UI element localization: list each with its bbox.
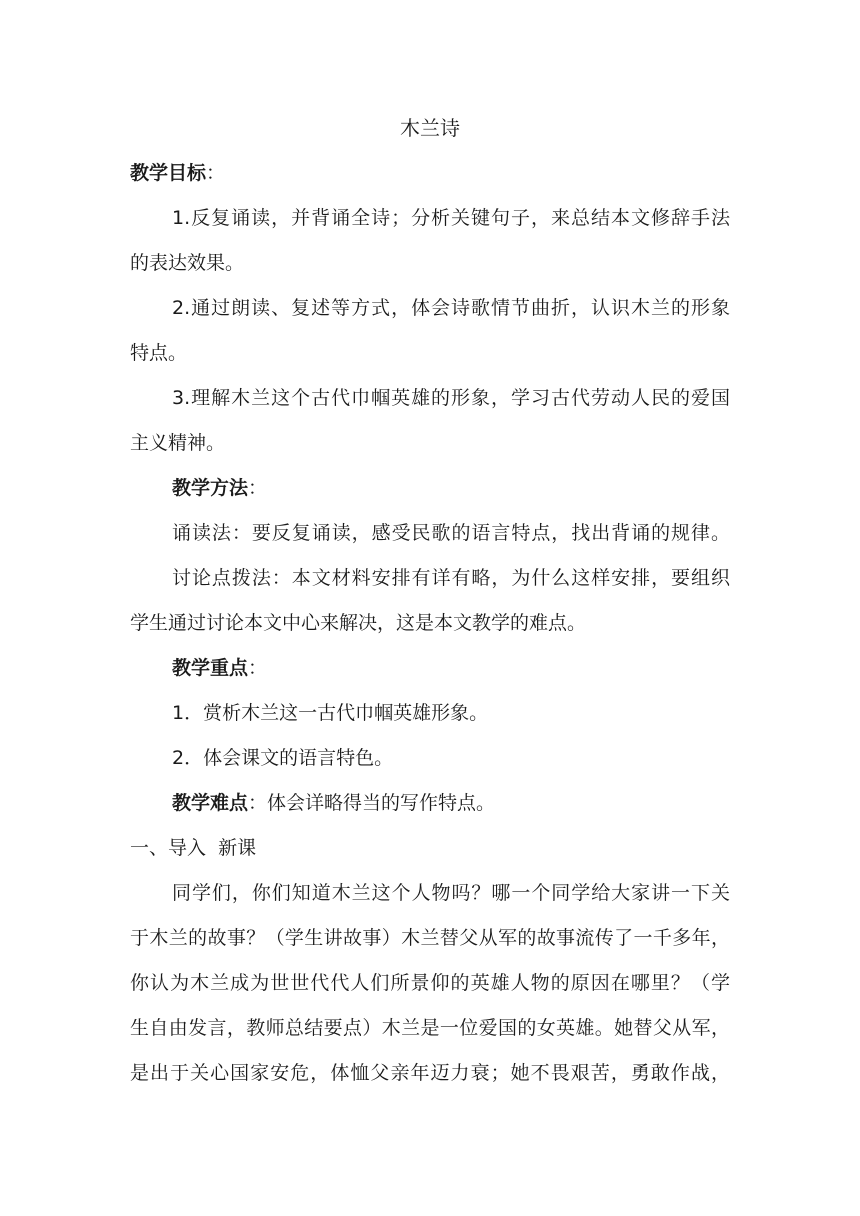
method1-line: 诵读法：要反复诵读，感受民歌的语言特点，找出背诵的规律。 [172, 522, 730, 544]
method2-line1: 讨论点拨法：本文材料安排有详有略，为什么这样安排，要组织 [172, 567, 730, 589]
method2-line2: 学生通过讨论本文中心来解决，这是本文教学的难点。 [130, 612, 587, 634]
difficulty-line [172, 788, 730, 818]
key-heading-line [172, 653, 730, 683]
intro-line-3: 你认为木兰成为世世代代人们所景仰的英雄人物的原因在哪里？（学 [130, 972, 730, 994]
key-colon: ： [248, 657, 268, 679]
goal1-line2: 的表达效果。 [130, 252, 245, 274]
intro-line-5: 是出于关心国家安危，体恤父亲年迈力衰；她不畏艰苦，勇敢作战， [130, 1062, 730, 1084]
page-title: 木兰诗 [400, 116, 460, 140]
intro-line-1: 同学们，你们知道木兰这个人物吗？哪一个同学给大家讲一下关 [172, 882, 730, 904]
goal1-line1: 1.反复诵读，并背诵全诗；分析关键句子，来总结本文修辞手法 [172, 207, 730, 229]
intro-line-2: 于木兰的故事？（学生讲故事）木兰替父从军的故事流传了一千多年， [130, 927, 730, 949]
goal2-line2: 特点。 [130, 342, 188, 364]
key-heading: 教学重点 [172, 657, 249, 679]
methods-colon: ： [248, 477, 268, 499]
goals-heading-line [130, 158, 730, 188]
goals-heading: 教学目标 [130, 162, 207, 184]
methods-heading: 教学方法 [172, 477, 249, 499]
section1-heading: 一、导入 新课 [130, 837, 257, 859]
key-point-1: 1．赏析木兰这一古代巾帼英雄形象。 [172, 702, 489, 724]
intro-line-4: 生自由发言，教师总结要点）木兰是一位爱国的女英雄。她替父从军， [130, 1017, 730, 1039]
methods-heading-line [172, 473, 730, 503]
goal2-line1: 2.通过朗读、复述等方式，体会诗歌情节曲折，认识木兰的形象 [172, 297, 730, 319]
difficulty-heading: 教学难点 [172, 792, 249, 814]
goal3-line2: 主义精神。 [130, 432, 226, 454]
goals-colon: ： [206, 162, 226, 184]
difficulty-text: ：体会详略得当的写作特点。 [248, 792, 496, 814]
goal3-line1: 3.理解木兰这个古代巾帼英雄的形象，学习古代劳动人民的爱国 [172, 387, 730, 409]
key-point-2: 2．体会课文的语言特色。 [172, 747, 394, 769]
